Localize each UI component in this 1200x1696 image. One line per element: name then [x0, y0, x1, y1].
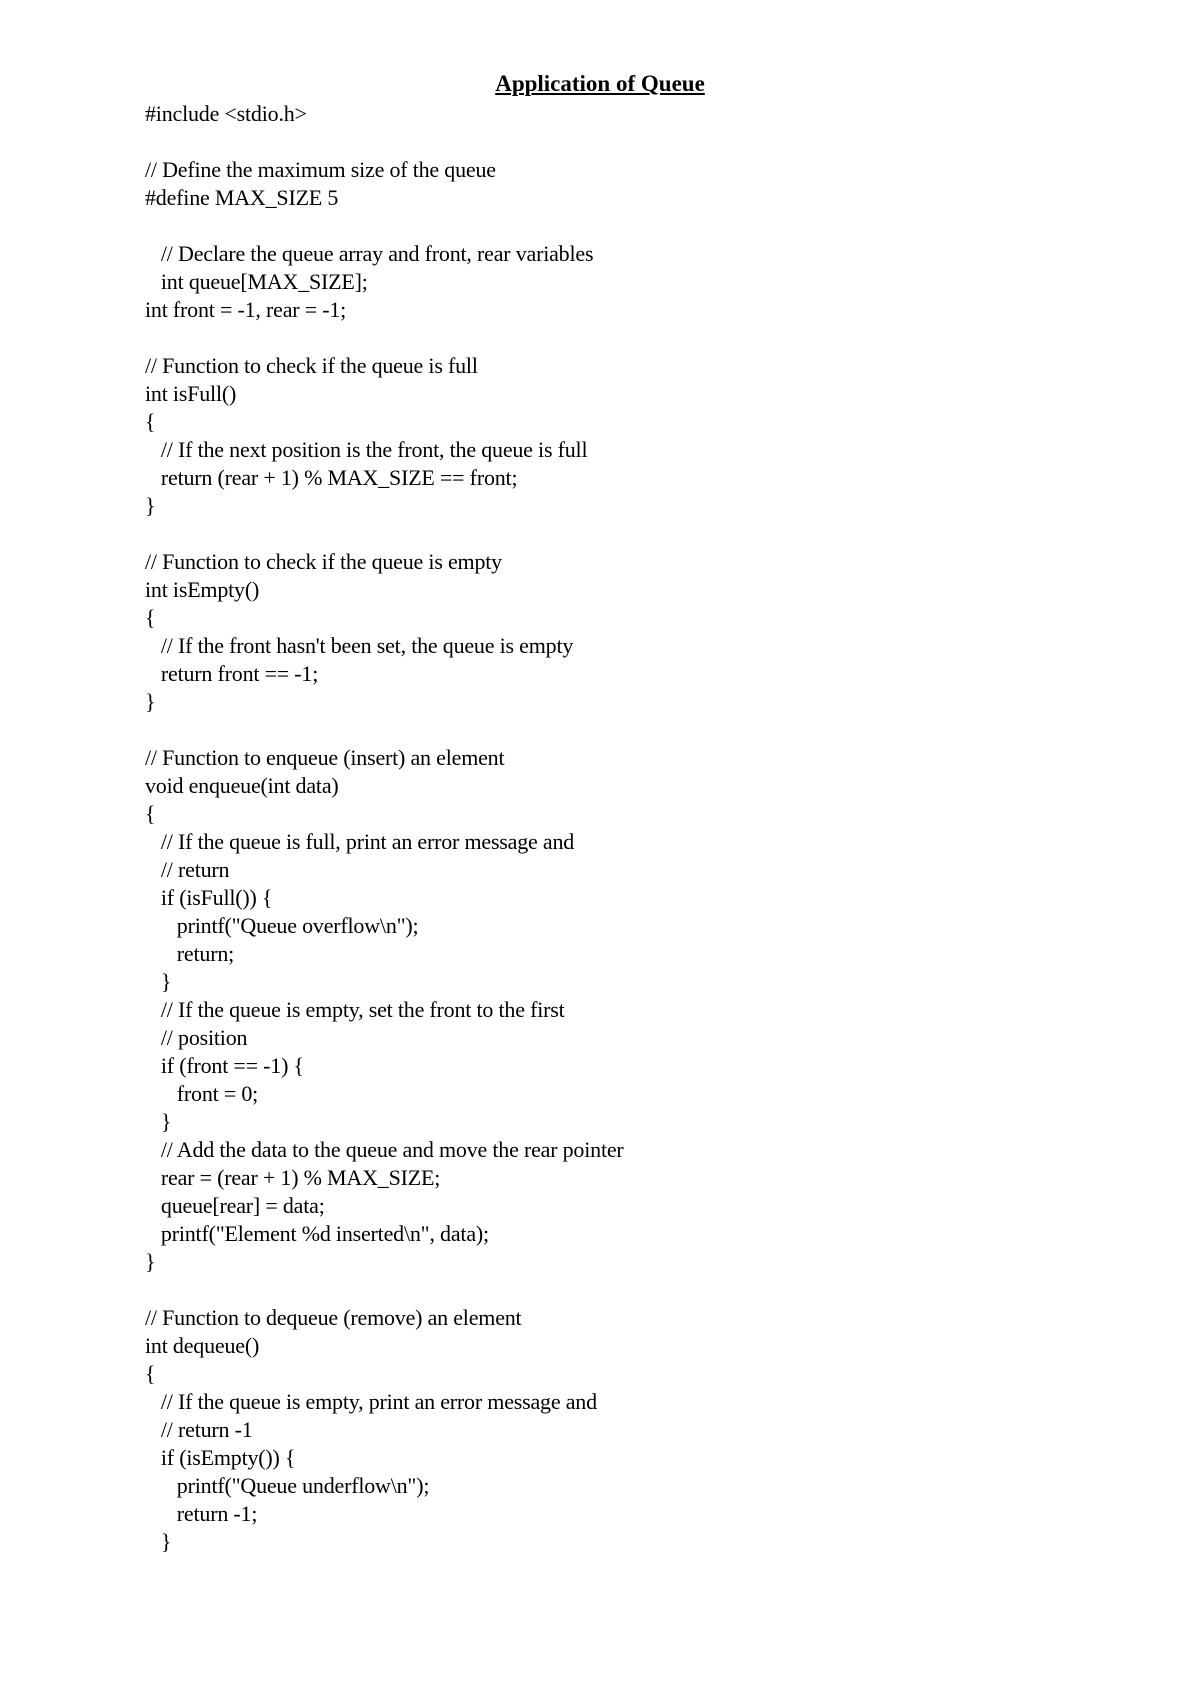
- code-line: }: [145, 1249, 156, 1274]
- code-line: [145, 1276, 624, 1304]
- code-line: // If the queue is empty, print an error message and: [145, 1389, 597, 1414]
- code-line: return;: [145, 941, 235, 966]
- code-line: int isFull(): [145, 381, 237, 406]
- code-line: int queue[MAX_SIZE];: [145, 269, 368, 294]
- code-line: // Define the maximum size of the queue: [145, 157, 496, 182]
- code-line: int isEmpty(): [145, 577, 260, 602]
- code-line: queue[rear] = data;: [145, 1193, 325, 1218]
- code-line: [145, 520, 624, 548]
- code-line: // Function to check if the queue is full: [145, 353, 478, 378]
- code-line: rear = (rear + 1) % MAX_SIZE;: [145, 1165, 441, 1190]
- code-line: void enqueue(int data): [145, 773, 339, 798]
- code-line: // Add the data to the queue and move the rear pointer: [145, 1137, 624, 1162]
- code-line: // Function to check if the queue is empty: [145, 549, 502, 574]
- code-line: }: [145, 493, 156, 518]
- code-line: // Declare the queue array and front, rear variables: [145, 241, 594, 266]
- code-line: if (isEmpty()) {: [145, 1445, 296, 1470]
- code-line: [145, 324, 624, 352]
- code-line: // position: [145, 1025, 248, 1050]
- code-line: printf("Queue overflow\n");: [145, 913, 419, 938]
- code-line: // Function to enqueue (insert) an element: [145, 745, 505, 770]
- code-line: return (rear + 1) % MAX_SIZE == front;: [145, 465, 518, 490]
- code-line: }: [145, 1529, 172, 1554]
- code-listing: [145, 100, 624, 1556]
- code-line: }: [145, 1109, 172, 1134]
- code-line: if (isFull()) {: [145, 885, 273, 910]
- code-line: [145, 716, 624, 744]
- code-line: {: [145, 801, 156, 826]
- code-line: if (front == -1) {: [145, 1053, 304, 1078]
- code-line: front = 0;: [145, 1081, 259, 1106]
- code-line: // If the front hasn't been set, the queue is empty: [145, 633, 574, 658]
- code-line: }: [145, 689, 156, 714]
- code-line: [145, 128, 624, 156]
- code-line: // return: [145, 857, 230, 882]
- code-line: return -1;: [145, 1501, 258, 1526]
- code-line: // Function to dequeue (remove) an element: [145, 1305, 522, 1330]
- code-line: {: [145, 605, 156, 630]
- code-line: {: [145, 1361, 156, 1386]
- code-line: return front == -1;: [145, 661, 319, 686]
- document-title: Application of Queue: [495, 71, 705, 96]
- code-line: // If the next position is the front, the queue is full: [145, 437, 588, 462]
- code-line: printf("Queue underflow\n");: [145, 1473, 430, 1498]
- code-line: #include <stdio.h>: [145, 101, 307, 126]
- code-line: }: [145, 969, 172, 994]
- code-line: #define MAX_SIZE 5: [145, 185, 339, 210]
- code-line: // If the queue is empty, set the front to the first: [145, 997, 565, 1022]
- code-line: [145, 212, 624, 240]
- code-line: {: [145, 409, 156, 434]
- code-line: // return -1: [145, 1417, 253, 1442]
- code-line: printf("Element %d inserted\n", data);: [145, 1221, 489, 1246]
- code-line: // If the queue is full, print an error message and: [145, 829, 575, 854]
- code-line: int front = -1, rear = -1;: [145, 297, 347, 322]
- code-line: int dequeue(): [145, 1333, 260, 1358]
